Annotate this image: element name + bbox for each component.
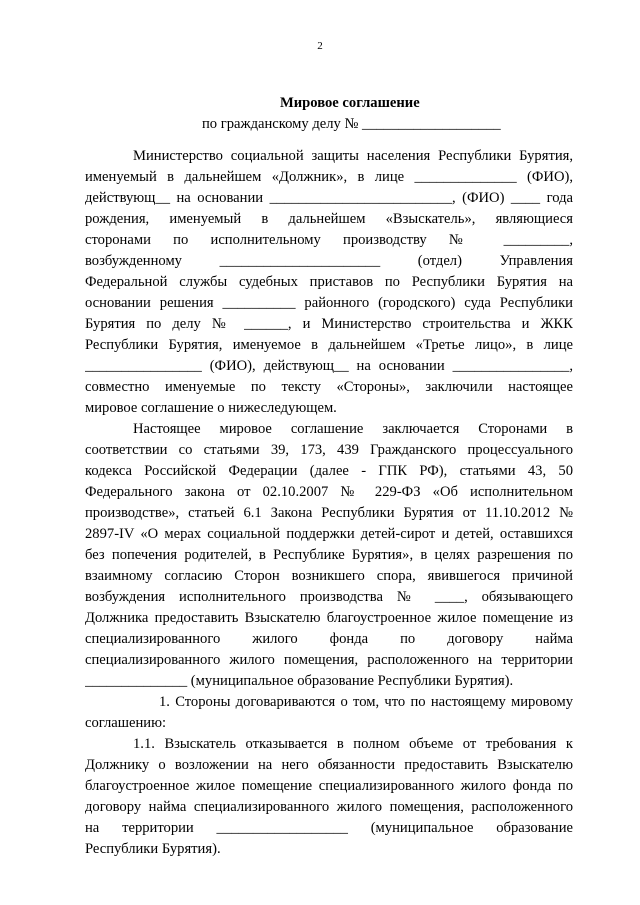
text-line: соответствии со статьями 39, 173, 439 Гражданского процессуального [85, 442, 573, 458]
text-line: договору найма специализированного жилого помещения, расположенного [85, 799, 573, 815]
text-line: соглашению: [85, 715, 167, 731]
text-line: ________________ (ФИО), действующ__ на основании ________________, [85, 358, 573, 374]
text-line: действующ__ на основании _________________________, (ФИО) ____ года [85, 190, 573, 206]
text-line: специализированного жилого помещения, расположенного на территории [85, 652, 573, 668]
text-line: именуемый в дальнейшем «Должник», в лице ______________ (ФИО), [85, 169, 573, 185]
text-line: мировое соглашение о нижеследующем. [85, 400, 337, 416]
text-line: Республики Бурятия, именуемое в дальнейшем «Третье лицо», в лице [85, 337, 573, 353]
text-line: рождения, именуемый в дальнейшем «Взыскатель», являющиеся [85, 211, 573, 227]
text-line: 1.1. Взыскатель отказывается в полном объеме от требования к [133, 736, 573, 752]
text-line: ______________ (муниципальное образование Республики Бурятия). [85, 673, 514, 689]
text-line: взаимному согласию Сторон возникшего спора, явившегося причиной [85, 568, 573, 584]
text-line: основании решения __________ районного (городского) суда Республики [85, 295, 573, 311]
text-line: Республики Бурятия). [85, 841, 221, 857]
text-line: возбужденному ______________________ (отдел) Управления [85, 253, 573, 269]
text-line: без попечения родителей, в Республике Бурятия», в целях разрешения по [85, 547, 573, 563]
document-subtitle: по гражданскому делу № ___________________ [202, 116, 501, 132]
text-line: специализированного жилого фонда по договору найма [85, 631, 573, 647]
text-line: кодекса Российской Федерации (далее - ГПК РФ), статьями 43, 50 [85, 463, 573, 479]
page-number: 2 [317, 40, 323, 52]
text-line: возбуждения исполнительного производства № ____, обязывающего [85, 589, 573, 605]
text-line: совместно именуемые по тексту «Стороны», заключили настоящее [85, 379, 573, 395]
text-line: Должника предоставить Взыскателю благоустроенное жилое помещение из [85, 610, 573, 626]
text-line: на территории __________________ (муниципальное образование [85, 820, 573, 836]
text-line: 2897-IV «О мерах социальной поддержки детей-сирот и детей, оставшихся [85, 526, 573, 542]
text-line: Бурятия по делу № ______, и Министерство строительства и ЖКК [85, 316, 573, 332]
text-line: производстве», статьей 6.1 Закона Республики Бурятия от 11.10.2012 № [85, 505, 573, 521]
text-line: Федеральной службы судебных приставов по Республики Бурятия на [85, 274, 573, 290]
document-title: Мировое соглашение [280, 95, 420, 111]
text-line: благоустроенное жилое помещение специализированного жилого фонда по [85, 778, 573, 794]
text-line: 1. Стороны договариваются о том, что по настоящему мировому [159, 694, 573, 710]
text-line: сторонами по исполнительному производству № _________, [85, 232, 573, 248]
text-line: Министерство социальной защиты населения Республики Бурятия, [133, 148, 573, 164]
text-line: Настоящее мировое соглашение заключается Сторонами в [133, 421, 573, 437]
text-line: Должнику о возложении на него обязанности предоставить Взыскателю [85, 757, 573, 773]
text-line: Федерального закона от 02.10.2007 № 229-ФЗ «Об исполнительном [85, 484, 573, 500]
